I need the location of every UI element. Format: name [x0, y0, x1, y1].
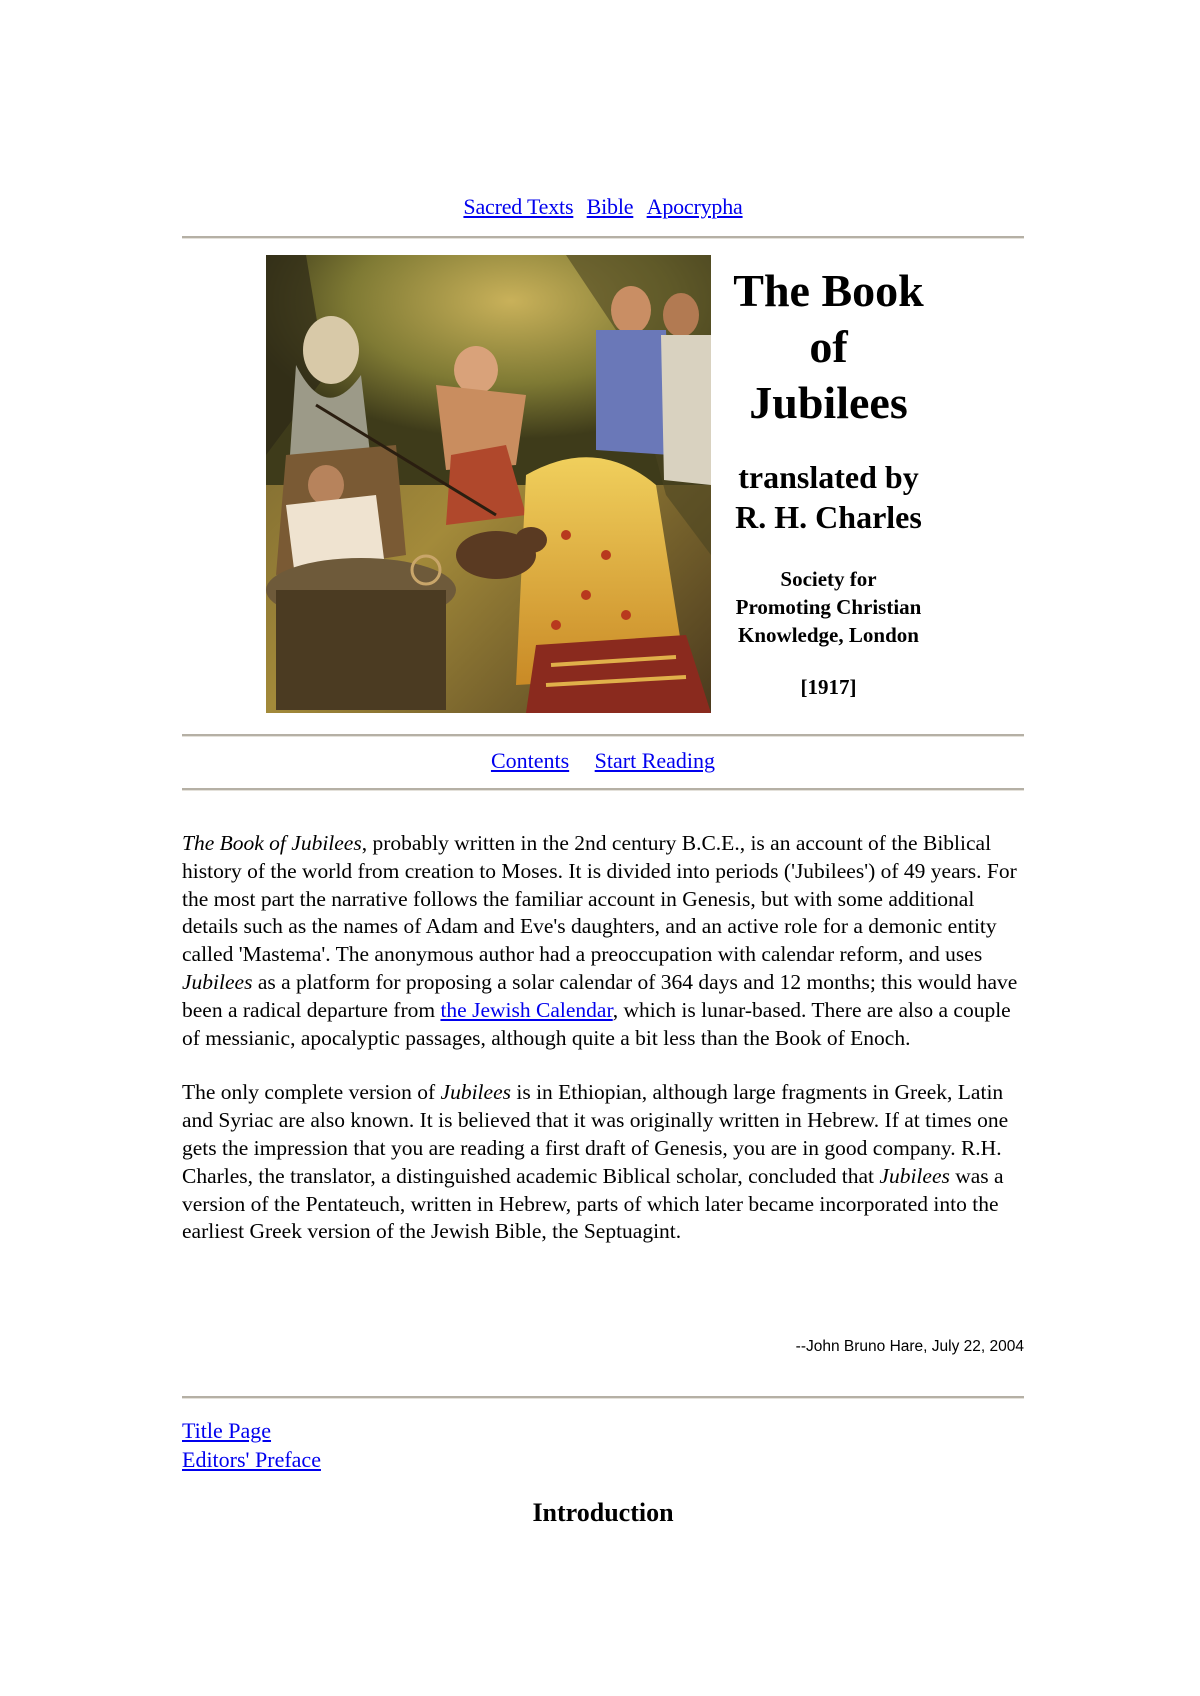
intro-p1-text-b: as a platform for proposing a solar calendar of 364 days and 12 months; this would have been a radical departure from	[182, 969, 1018, 1022]
book-title-line3: Jubilees	[749, 377, 908, 428]
book-title-line1: The Book	[733, 265, 924, 316]
jubilees-italic: Jubilees	[440, 1080, 511, 1105]
intro-p2-text-b: is in Ethiopian, although large fragments in Greek, Latin and Syriac are also known. It is believed that it was originally written in Hebrew. If at times one gets the impression that you are reading a first draft of Genesis, you are in good company. R.H. Charles, the translator, a distinguished academic Biblical scholar, concluded that	[182, 1080, 1009, 1188]
introduction-text	[182, 830, 1024, 1246]
editors-preface-link[interactable]: Editors' Preface	[182, 1447, 321, 1472]
divider-bottom	[182, 1396, 1024, 1399]
publication-year: [1917]	[800, 675, 857, 699]
translator-credit	[711, 457, 946, 537]
title-section	[266, 255, 946, 713]
intro-p1-text-a: , probably written in the 2nd century B.C.E., is an account of the Biblical history of the world from creation to Moses. It is divided into periods ('Jubilees') of 49 years. For the most part the narrative follows the familiar account in Genesis, but with some additional details such as the names of Adam and Eve's daughters, and an active role for a demonic entity called 'Mastema'. The anonymous author had a preoccupation with calendar reform, and uses	[182, 831, 1017, 967]
publisher-line1: Society for	[780, 567, 877, 591]
divider-middle-upper	[182, 734, 1024, 737]
apocrypha-link[interactable]: Apocrypha	[646, 194, 743, 219]
jubilees-italic: Jubilees	[879, 1163, 950, 1188]
intro-p1-text-c: , which is lunar-based. There are also a couple of messianic, apocalyptic passages, although quite a bit less than the Book of Enoch.	[182, 997, 1011, 1050]
divider-top	[182, 236, 1024, 239]
intro-p2-text-c: was a version of the Pentateuch, written in Hebrew, parts of which later became incorporated into the earliest Greek version of the Jewish Bible, the Septuagint.	[182, 1163, 1004, 1244]
reading-navigation	[182, 748, 1024, 774]
intro-paragraph-1	[182, 830, 1024, 1052]
jubilees-italic: Jubilees	[182, 969, 253, 994]
top-navigation	[182, 194, 1024, 220]
translated-by-label: translated by	[738, 459, 919, 495]
title-block	[711, 255, 946, 700]
book-title-italic: The Book of Jubilees	[182, 831, 362, 855]
start-reading-link[interactable]: Start Reading	[594, 748, 716, 773]
book-title-line2: of	[809, 321, 848, 372]
publisher	[711, 565, 946, 649]
intro-paragraph-2	[182, 1079, 1024, 1246]
publisher-line3: Knowledge, London	[738, 623, 919, 647]
bible-link[interactable]: Bible	[586, 194, 634, 219]
title-page-link[interactable]: Title Page	[182, 1418, 272, 1443]
cover-painting	[266, 255, 711, 713]
sacred-texts-link[interactable]: Sacred Texts	[463, 194, 574, 219]
publisher-line2: Promoting Christian	[735, 595, 922, 619]
translator-name: R. H. Charles	[735, 499, 922, 535]
jewish-calendar-link[interactable]: the Jewish Calendar	[440, 997, 613, 1022]
table-of-contents	[182, 1416, 321, 1474]
contents-link[interactable]: Contents	[490, 748, 570, 773]
signature: --John Bruno Hare, July 22, 2004	[795, 1338, 1024, 1355]
divider-middle-lower	[182, 788, 1024, 791]
section-heading-introduction: Introduction	[532, 1498, 674, 1527]
book-title	[711, 263, 946, 431]
intro-p2-text-a: The only complete version of	[182, 1080, 441, 1105]
